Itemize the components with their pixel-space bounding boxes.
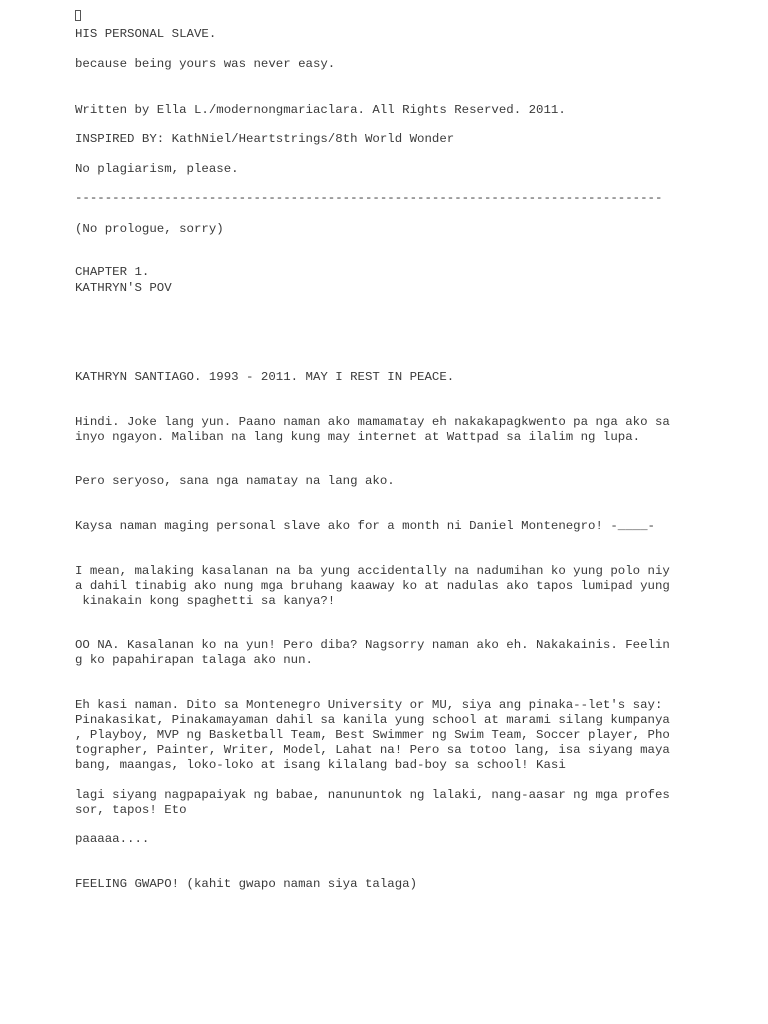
paragraph-line: FEELING GWAPO! (kahit gwapo naman siya talaga): [75, 877, 418, 891]
author-credits: Written by Ella L./modernongmariaclara. All Rights Reserved. 2011.: [75, 103, 566, 117]
paragraph-line: a dahil tinabig ako nung mga bruhang kaaway ko at nadulas ako tapos lumipad yung: [75, 579, 670, 593]
paragraph-line: bang, maangas, loko-loko at isang kilalang bad-boy sa school! Kasi: [75, 758, 566, 772]
missing-glyph-icon: [75, 10, 81, 21]
paragraph-line: paaaaa....: [75, 832, 150, 846]
paragraph-line: Pinakasikat, Pinakamayaman dahil sa kanila yung school at marami silang kumpanya: [75, 713, 670, 727]
paragraph-line: I mean, malaking kasalanan na ba yung accidentally na nadumihan ko yung polo niy: [75, 564, 670, 578]
paragraph-line: kinakain kong spaghetti sa kanya?!: [75, 594, 336, 608]
paragraph-line: Pero seryoso, sana nga namatay na lang ako.: [75, 474, 395, 488]
inspired-by-line: INSPIRED BY: KathNiel/Heartstrings/8th World Wonder: [75, 132, 455, 146]
paragraph-line: lagi siyang nagpapaiyak ng babae, nanununtok ng lalaki, nang-aasar ng mga profes: [75, 788, 670, 802]
paragraph-line: , Playboy, MVP ng Basketball Team, Best Swimmer ng Swim Team, Soccer player, Pho: [75, 728, 670, 742]
paragraph-line: Kaysa naman maging personal slave ako for a month ni Daniel Montenegro! -____-: [75, 519, 655, 533]
plagiarism-note: No plagiarism, please.: [75, 162, 239, 176]
paragraph-line: OO NA. Kasalanan ko na yun! Pero diba? Nagsorry naman ako eh. Nakakainis. Feelin: [75, 638, 670, 652]
story-tagline: because being yours was never easy.: [75, 57, 336, 71]
paragraph-line: inyo ngayon. Maliban na lang kung may internet at Wattpad sa ilalim ng lupa.: [75, 430, 641, 444]
paragraph-line: KATHRYN SANTIAGO. 1993 - 2011. MAY I REST IN PEACE.: [75, 370, 455, 384]
paragraph-line: tographer, Painter, Writer, Model, Lahat na! Pero sa totoo lang, isa siyang maya: [75, 743, 670, 757]
pov-heading: KATHRYN'S POV: [75, 281, 172, 295]
paragraph-line: Eh kasi naman. Dito sa Montenegro University or MU, siya ang pinaka--let's say:: [75, 698, 663, 712]
paragraph-line: sor, tapos! Eto: [75, 803, 187, 817]
chapter-heading: CHAPTER 1.: [75, 265, 150, 279]
paragraph-line: Hindi. Joke lang yun. Paano naman ako mamamatay eh nakakapagkwento pa nga ako sa: [75, 415, 670, 429]
separator-line: -------------------------------------------------------------------------------: [75, 191, 663, 205]
story-title: HIS PERSONAL SLAVE.: [75, 27, 217, 41]
prologue-note: (No prologue, sorry): [75, 222, 224, 236]
paragraph-line: g ko papahirapan talaga ako nun.: [75, 653, 313, 667]
